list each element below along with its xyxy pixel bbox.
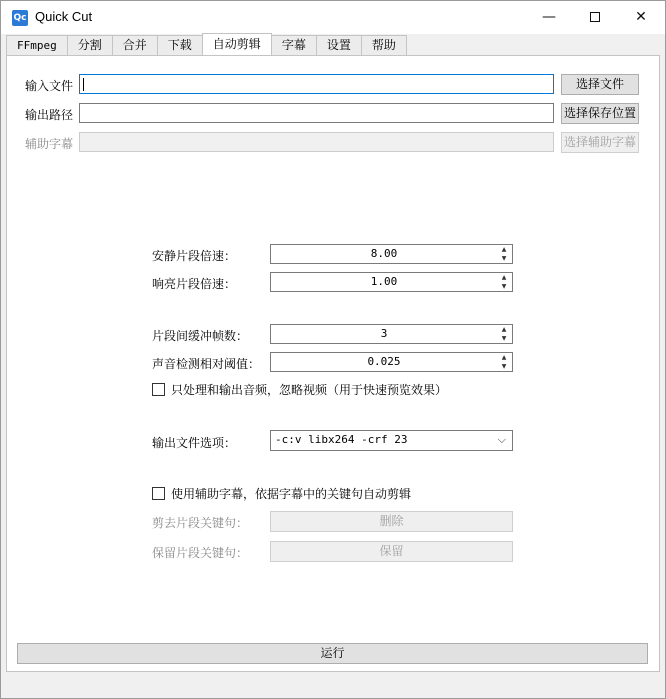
spin-up-icon[interactable]: ▲ — [501, 354, 507, 361]
cut-keyword-label: 剪去片段关键句： — [152, 516, 249, 530]
chevron-down-icon: ⌵ — [497, 433, 506, 446]
close-button[interactable]: ✕ — [635, 9, 647, 25]
use-subtitle-label: 使用辅助字幕，依据字幕中的关键句自动剪辑 — [171, 486, 412, 501]
tab-settings[interactable]: 设置 — [316, 35, 362, 55]
keep-keyword-field[interactable]: 保留 — [270, 541, 513, 562]
spin-down-icon[interactable]: ▼ — [501, 255, 507, 262]
tab-bar — [6, 35, 406, 55]
minimize-button[interactable]: — — [542, 9, 556, 25]
threshold-spinbox[interactable] — [270, 352, 513, 372]
input-file-label: 输入文件 — [25, 79, 74, 93]
subtitle-file-label: 辅助字幕 — [25, 137, 74, 151]
spin-up-icon[interactable]: ▲ — [501, 326, 507, 333]
audio-only-option[interactable] — [152, 381, 447, 397]
buffer-frames-value: 3 — [380, 327, 388, 340]
text-caret — [83, 78, 84, 91]
loud-speed-spinbox[interactable] — [270, 272, 513, 292]
keep-keyword-label: 保留片段关键句： — [152, 546, 249, 560]
spin-down-icon[interactable]: ▼ — [501, 283, 507, 290]
loud-speed-value: 1.00 — [370, 275, 398, 288]
tab-auto-edit[interactable]: 自动剪辑 — [202, 33, 272, 55]
maximize-button[interactable] — [572, 1, 618, 34]
tab-download[interactable]: 下载 — [157, 35, 203, 55]
spin-down-icon[interactable]: ▼ — [501, 335, 507, 342]
spin-arrows — [496, 273, 512, 291]
output-options-combobox[interactable] — [270, 430, 513, 451]
output-path-field[interactable] — [79, 103, 554, 123]
tab-help[interactable]: 帮助 — [361, 35, 407, 55]
tab-merge[interactable]: 合并 — [112, 35, 158, 55]
tab-ffmpeg[interactable]: FFmpeg — [6, 35, 68, 55]
spin-arrows — [496, 353, 512, 371]
spin-down-icon[interactable]: ▼ — [501, 363, 507, 370]
output-options-value: -c:v libx264 -crf 23 — [275, 433, 408, 446]
threshold-label: 声音检测相对阈值： — [152, 357, 261, 371]
app-icon: Qc — [12, 10, 28, 26]
threshold-value: 0.025 — [367, 355, 401, 368]
maximize-icon — [590, 12, 600, 22]
audio-only-checkbox[interactable] — [152, 383, 165, 396]
spin-up-icon[interactable]: ▲ — [501, 246, 507, 253]
loud-speed-label: 响亮片段倍速： — [152, 277, 237, 291]
title-bar — [1, 1, 665, 34]
spin-up-icon[interactable]: ▲ — [501, 274, 507, 281]
use-subtitle-option[interactable] — [152, 485, 411, 501]
tab-subtitle[interactable]: 字幕 — [271, 35, 317, 55]
buffer-frames-spinbox[interactable] — [270, 324, 513, 344]
silent-speed-value: 8.00 — [370, 247, 398, 260]
spin-arrows — [496, 325, 512, 343]
run-button[interactable]: 运行 — [17, 643, 648, 664]
silent-speed-spinbox[interactable] — [270, 244, 513, 264]
cut-keyword-field[interactable]: 删除 — [270, 511, 513, 532]
choose-file-button[interactable]: 选择文件 — [561, 74, 639, 95]
output-options-label: 输出文件选项： — [152, 436, 237, 450]
output-path-label: 输出路径 — [25, 108, 74, 122]
choose-save-location-button[interactable]: 选择保存位置 — [561, 103, 639, 124]
spin-arrows — [496, 245, 512, 263]
tab-split[interactable]: 分割 — [67, 35, 113, 55]
buffer-frames-label: 片段间缓冲帧数： — [152, 329, 249, 343]
window-title: Quick Cut — [35, 9, 93, 24]
choose-subtitle-button[interactable]: 选择辅助字幕 — [561, 132, 639, 153]
subtitle-file-field[interactable] — [79, 132, 554, 152]
audio-only-label: 只处理和输出音频，忽略视频（用于快速预览效果） — [171, 382, 448, 397]
silent-speed-label: 安静片段倍速： — [152, 249, 237, 263]
input-file-field[interactable] — [79, 74, 554, 94]
use-subtitle-checkbox[interactable] — [152, 487, 165, 500]
